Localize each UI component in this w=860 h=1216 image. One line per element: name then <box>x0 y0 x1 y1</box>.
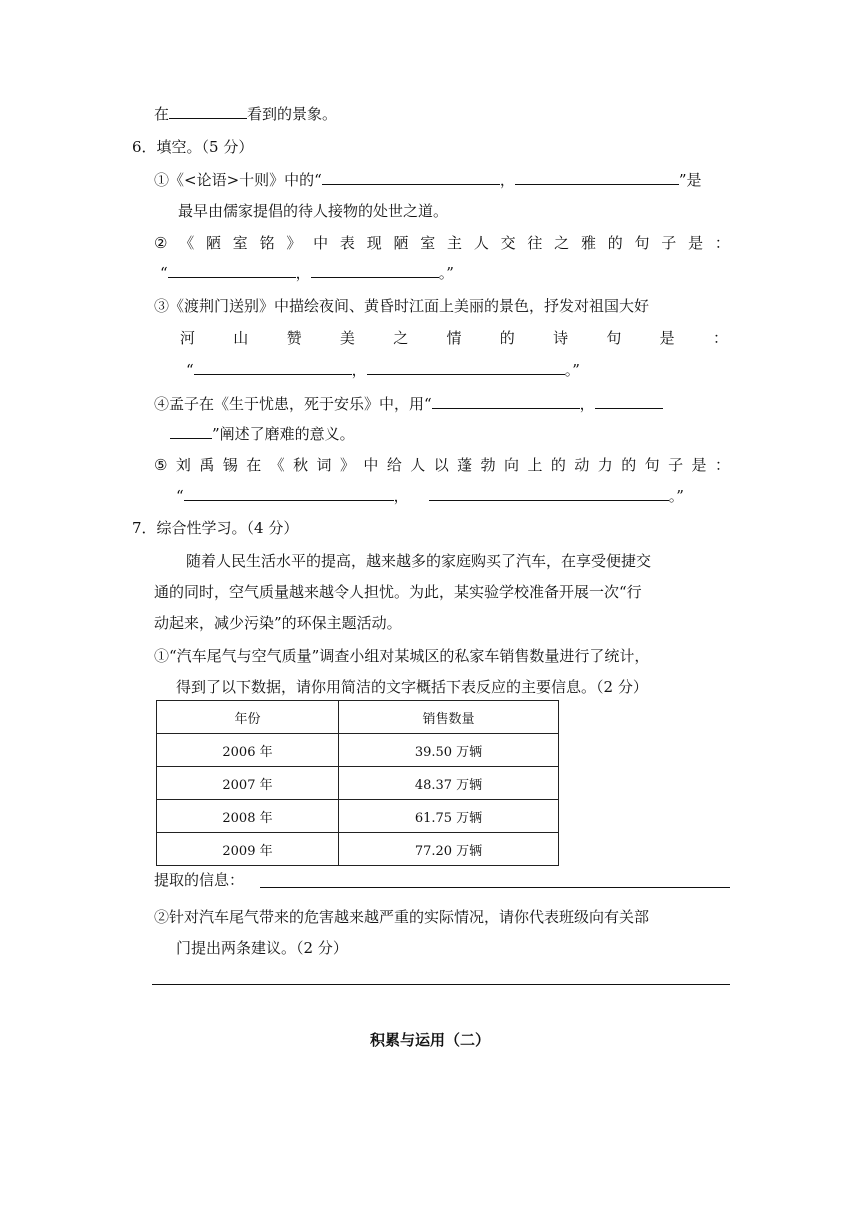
justified-char: 是 <box>691 456 707 474</box>
table-cell-year: 2007 年 <box>157 767 339 800</box>
table-cell-year: 2006 年 <box>157 734 339 767</box>
question-7-item-1-cont: 得到了以下数据，请你用简洁的文字概括下表反应的主要信息。（2 分） <box>176 678 648 696</box>
justified-char: 现 <box>366 234 382 252</box>
justified-char: 人 <box>410 456 426 474</box>
justified-char: 铭 <box>259 234 275 252</box>
justified-char: 中 <box>363 456 379 474</box>
question-6-item-1: ①《<论语>十则》中的“ ， ”是 <box>154 171 702 189</box>
question-6-item-3-cont <box>180 328 728 348</box>
justified-char: 句 <box>644 456 660 474</box>
justified-char: 蓬 <box>457 456 473 474</box>
justified-char: 是 <box>688 234 704 252</box>
justified-char: 情 <box>446 329 462 347</box>
answer-blank[interactable] <box>168 263 296 278</box>
question-7-title: 7．综合性学习。（4 分） <box>132 519 299 537</box>
answer-blank[interactable] <box>322 170 500 185</box>
justified-char: 向 <box>504 456 520 474</box>
justified-char: 往 <box>527 234 543 252</box>
justified-char: ： <box>712 329 728 347</box>
question-7-paragraph-line-2: 通的同时，空气质量越来越令人担忧。为此，某实验学校准备开展一次“行 <box>154 583 642 601</box>
justified-char: 句 <box>606 329 622 347</box>
justified-char: 室 <box>420 234 436 252</box>
justified-char: 河 <box>180 329 196 347</box>
table-cell-sales: 48.37 万辆 <box>339 767 559 800</box>
table-header-row <box>157 701 559 734</box>
answer-blank[interactable] <box>429 486 669 501</box>
justified-char: 禹 <box>199 456 215 474</box>
table-cell-sales: 61.75 万辆 <box>339 800 559 833</box>
justified-char: 子 <box>661 234 677 252</box>
justified-char: 《 <box>269 456 285 474</box>
section-heading: 积累与运用（二） <box>369 1031 490 1049</box>
extract-info-answer-line[interactable] <box>260 887 730 888</box>
justified-char: 人 <box>473 234 489 252</box>
table-row <box>157 833 559 866</box>
question-6-item-1-cont: 最早由儒家提倡的待人接物的处世之道。 <box>178 202 449 220</box>
answer-blank[interactable] <box>194 360 352 375</box>
justified-char: 刘 <box>175 456 191 474</box>
justified-char: ： <box>714 234 730 252</box>
justified-char: 勃 <box>480 456 496 474</box>
justified-char: ： <box>714 456 730 474</box>
question-6-item-2 <box>154 233 730 253</box>
justified-char: ⑤ <box>154 456 168 474</box>
justified-char: 赞 <box>286 329 302 347</box>
justified-char: 以 <box>433 456 449 474</box>
justified-char: 交 <box>500 234 516 252</box>
extract-info-label: 提取的信息： <box>154 871 245 889</box>
question-6-item-4-cont: ”阐述了磨难的意义。 <box>170 424 355 444</box>
justified-char: 是 <box>659 329 675 347</box>
question-7-paragraph-line-1: 随着人民生活水平的提高，越来越多的家庭购买了汽车，在享受便捷交 <box>186 552 652 570</box>
justified-char: 秋 <box>293 456 309 474</box>
answer-blank[interactable] <box>367 360 565 375</box>
justified-char: 陋 <box>206 234 222 252</box>
justified-char: 山 <box>233 329 249 347</box>
justified-char: 美 <box>339 329 355 347</box>
answer-blank[interactable] <box>170 424 212 439</box>
answer-blank[interactable] <box>432 394 580 409</box>
justified-char: 在 <box>246 456 262 474</box>
table-cell-year: 2008 年 <box>157 800 339 833</box>
justified-char: 力 <box>597 456 613 474</box>
justified-char: 中 <box>313 234 329 252</box>
justified-char: 子 <box>668 456 684 474</box>
justified-char: 的 <box>621 456 637 474</box>
justified-char: 动 <box>574 456 590 474</box>
justified-char: 室 <box>232 234 248 252</box>
justified-char: 之 <box>554 234 570 252</box>
table-cell-sales: 39.50 万辆 <box>339 734 559 767</box>
answer-blank[interactable] <box>184 486 394 501</box>
column-header: 年份 <box>157 701 339 734</box>
question-6-item-5-blanks: “ ， 。” <box>176 487 684 505</box>
justified-char: 的 <box>550 456 566 474</box>
car-sales-table <box>156 700 559 866</box>
table-row <box>157 800 559 833</box>
answer-blank[interactable] <box>311 263 439 278</box>
table-row <box>157 767 559 800</box>
justified-char: 《 <box>179 234 195 252</box>
table-row <box>157 734 559 767</box>
answer-blank[interactable] <box>595 394 663 409</box>
justified-char: 的 <box>607 234 623 252</box>
justified-char: 》 <box>339 456 355 474</box>
fill-line-scene: 在 看到的景象。 <box>154 105 338 123</box>
question-7-item-1: ①“汽车尾气与空气质量”调查小组对某城区的私家车销售数量进行了统计， <box>154 647 650 665</box>
answer-blank[interactable] <box>169 104 247 119</box>
justified-char: 表 <box>339 234 355 252</box>
answer-blank[interactable] <box>515 170 679 185</box>
question-7-item-2: ②针对汽车尾气带来的危害越来越严重的实际情况，请你代表班级向有关部 <box>154 908 650 926</box>
column-header: 销售数量 <box>339 701 559 734</box>
justified-char: 上 <box>527 456 543 474</box>
question-7-item-2-cont: 门提出两条建议。（2 分） <box>176 939 348 957</box>
table-cell-year: 2009 年 <box>157 833 339 866</box>
question-6-item-3-blanks: “ ， 。” <box>186 361 580 379</box>
question-6-item-3: ③《渡荆门送别》中描绘夜间、黄昏时江面上美丽的景色，抒发对祖国大好 <box>154 297 650 315</box>
question-6-title: 6．填空。（5 分） <box>132 138 254 156</box>
justified-char: 诗 <box>553 329 569 347</box>
justified-char: 的 <box>499 329 515 347</box>
justified-char: 词 <box>316 456 332 474</box>
question-6-item-2-blanks: “ ， 。” <box>160 264 454 282</box>
question-7-paragraph-line-3: 动起来，减少污染”的环保主题活动。 <box>154 614 402 632</box>
justified-char: 》 <box>286 234 302 252</box>
justified-char: 之 <box>393 329 409 347</box>
table-cell-sales: 77.20 万辆 <box>339 833 559 866</box>
question-6-item-5 <box>154 455 730 475</box>
suggestion-answer-line[interactable] <box>152 984 730 985</box>
question-6-item-4: ④孟子在《生于忧患，死于安乐》中，用“ ， <box>154 394 663 414</box>
justified-char: 主 <box>447 234 463 252</box>
justified-char: 锡 <box>222 456 238 474</box>
justified-char: 句 <box>634 234 650 252</box>
justified-char: 陋 <box>393 234 409 252</box>
justified-char: ② <box>154 234 168 252</box>
justified-char: 给 <box>386 456 402 474</box>
justified-char: 雅 <box>580 234 596 252</box>
